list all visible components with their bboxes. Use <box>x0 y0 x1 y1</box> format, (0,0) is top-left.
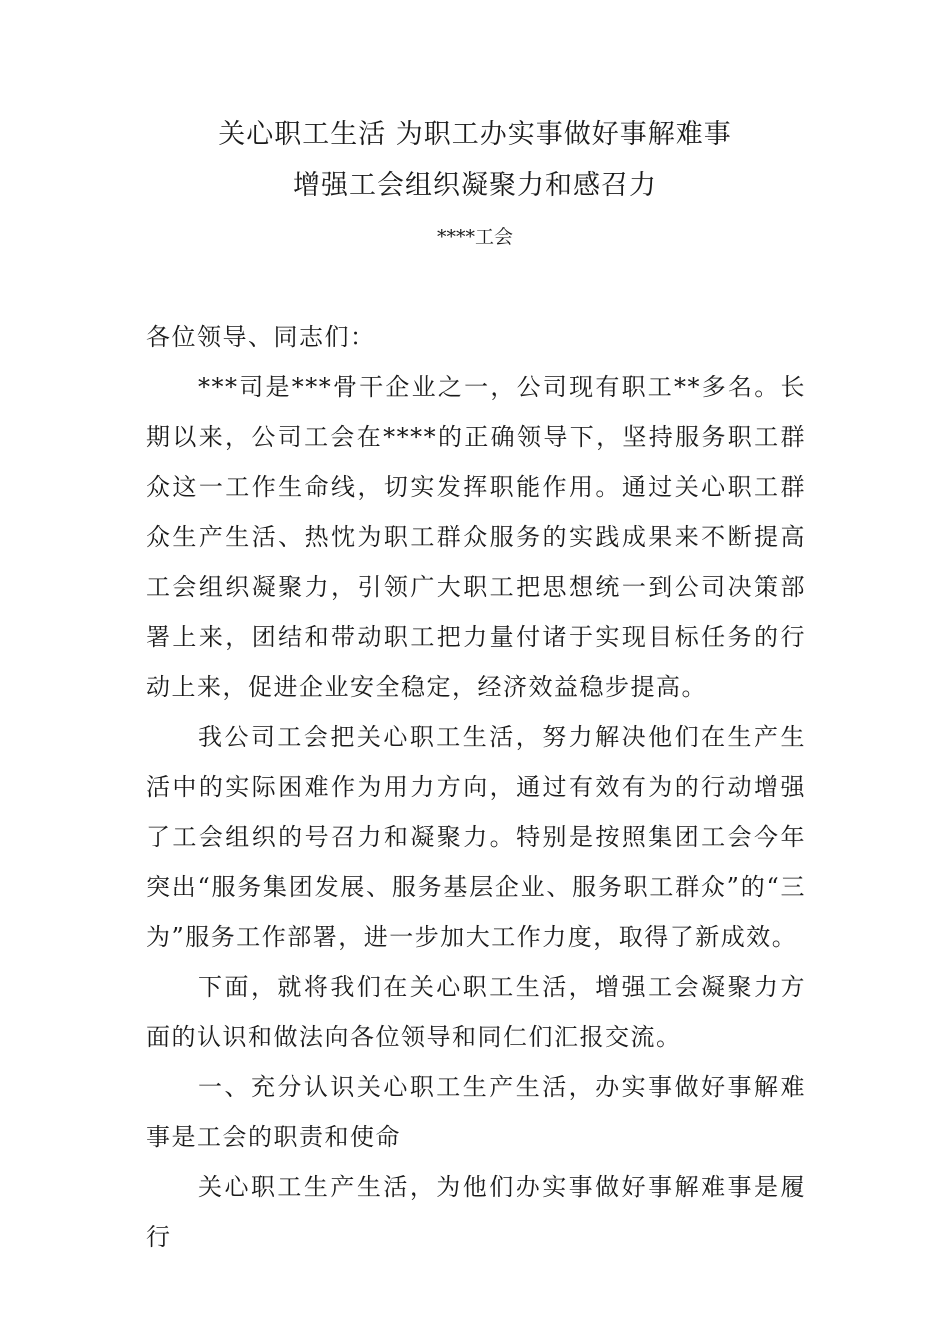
section-heading: 一、充分认识关心职工生产生活，办实事做好事解难事是工会的职责和使命 <box>146 1073 806 1151</box>
title-line-2: 增强工会组织凝聚力和感召力 <box>293 170 657 201</box>
author-organization: ****工会 <box>436 226 513 248</box>
paragraph: 关心职工生产生活，为他们办实事做好事解难事是履行 <box>146 1173 806 1251</box>
paragraph: 我公司工会把关心职工生活，努力解决他们在生产生活中的实际困难作为用力方向，通过有效有为的行动增强了工会组织的号召力和凝聚力。特别是按照集团工会今年突出“服务集团发展、服务基层企业、服务职工群众”的“三为”服务工作部署，进一步加大工作力度，取得了新成效。 <box>146 723 806 951</box>
paragraph: 下面，就将我们在关心职工生活，增强工会凝聚力方面的认识和做法向各位领导和同仁们汇报交流。 <box>146 973 806 1051</box>
title-line-1: 关心职工生活 为职工办实事做好事解难事 <box>218 119 732 150</box>
paragraph: ***司是***骨干企业之一，公司现有职工**多名。长期以来，公司工会在****的正确领导下，坚持服务职工群众这一工作生命线，切实发挥职能作用。通过关心职工群众生产生活、热忱为职工群众服务的实践成果来不断提高工会组织凝聚力，引领广大职工把思想统一到公司决策部署上来，团结和带动职工把力量付诸于实现目标任务的行动上来，促进企业安全稳定，经济效益稳步提高。 <box>146 373 806 701</box>
document-body <box>146 312 806 1262</box>
salutation: 各位领导、同志们： <box>146 323 376 351</box>
